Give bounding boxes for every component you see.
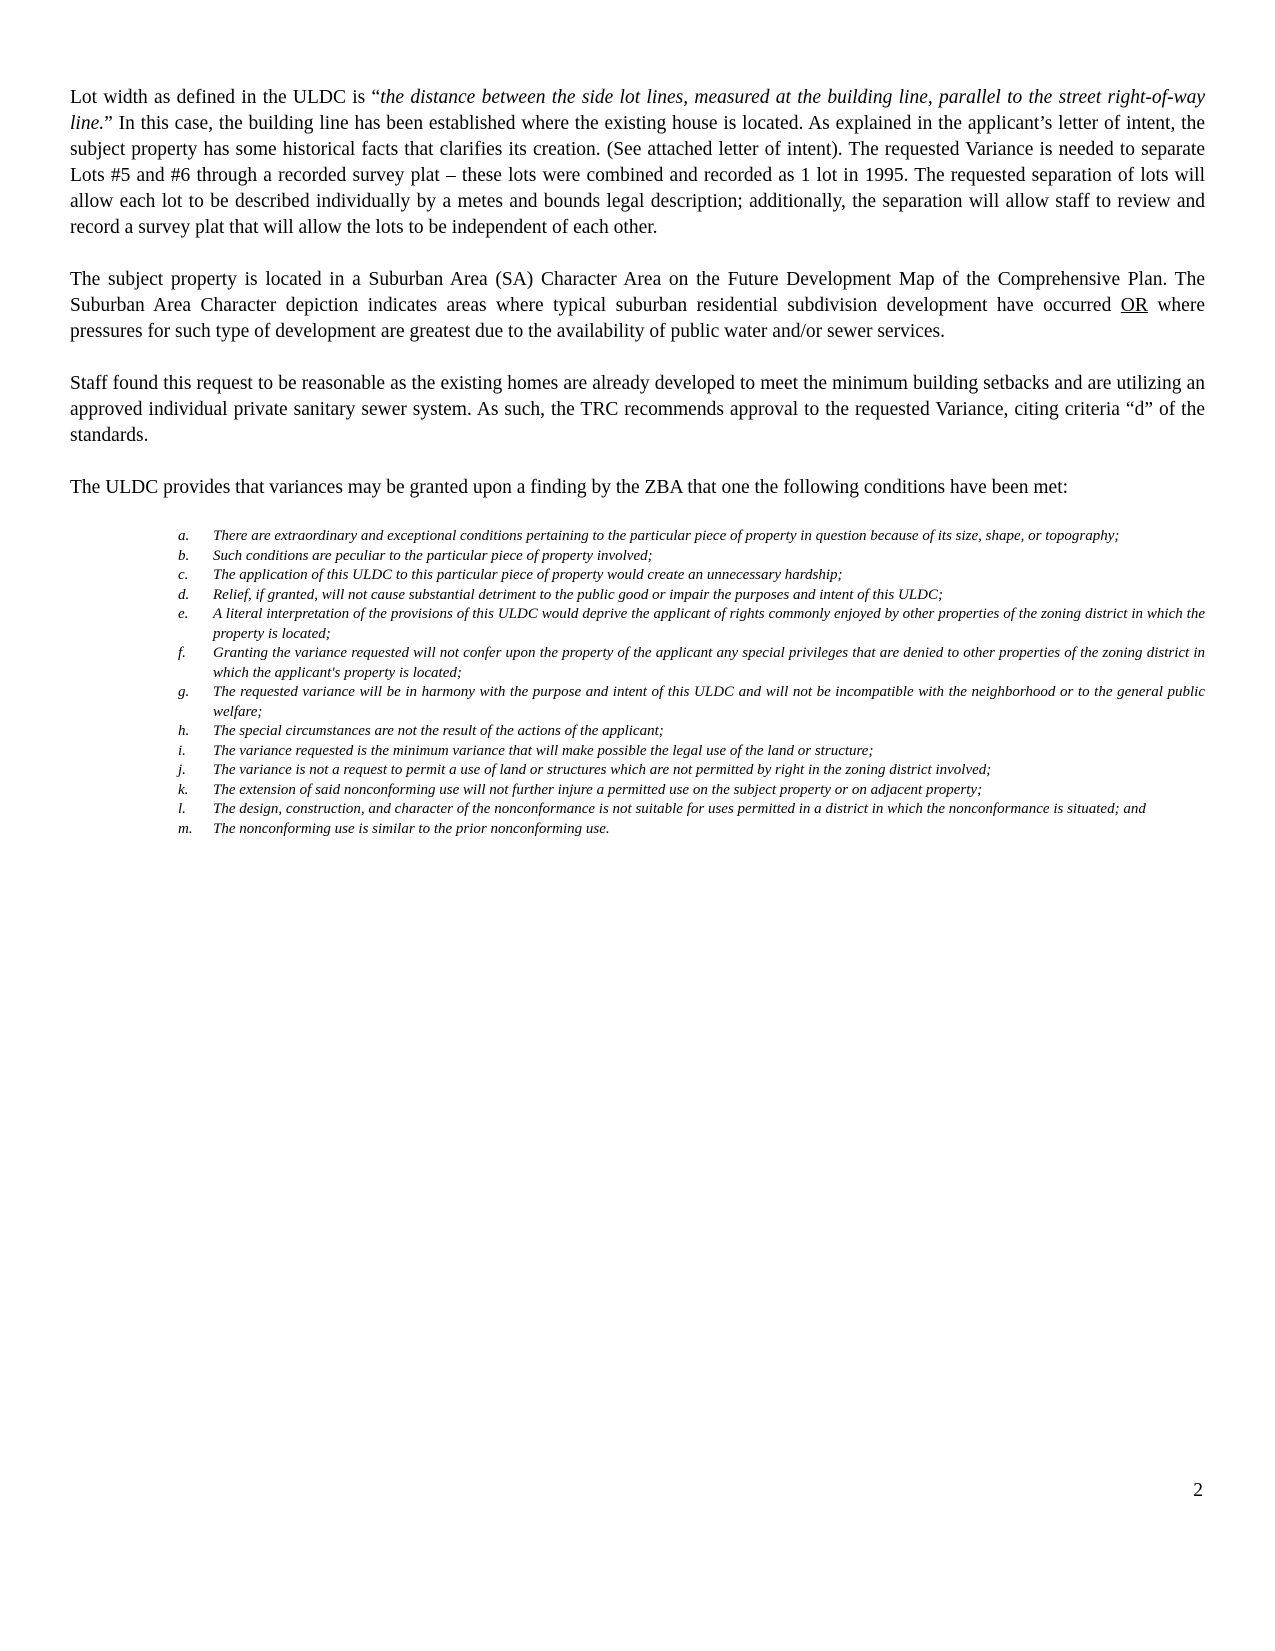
condition-label: a. bbox=[178, 528, 190, 544]
condition-label: b. bbox=[178, 547, 190, 564]
condition-item-j bbox=[178, 761, 1205, 781]
condition-label: i. bbox=[178, 742, 186, 759]
condition-label: e. bbox=[178, 606, 189, 622]
condition-label: m. bbox=[178, 820, 193, 837]
condition-text: The special circumstances are not the result of the actions of the applicant; bbox=[213, 723, 664, 739]
condition-text: The nonconforming use is similar to the prior nonconforming use. bbox=[213, 820, 610, 837]
condition-item-d bbox=[178, 586, 1205, 606]
paragraph-staff-recommendation: Staff found this request to be reasonable as the existing homes are already developed to meet the minimum building setbacks and are utilizing an approved individual private sanitary sewer system. As such, the TRC recommends approval to the requested Variance, citing criteria “d” of the standards. bbox=[70, 373, 1205, 446]
text-run: The subject property is located in a Suburban Area (SA) Character Area on the Future Development Map of the Comprehensive Plan. The Suburban Area Character depiction indicates areas where typical suburban residential subdivision development have occurred bbox=[70, 269, 1205, 316]
condition-text: The application of this ULDC to this particular piece of property would create an unnecessary hardship; bbox=[213, 567, 843, 583]
condition-text: Relief, if granted, will not cause substantial detriment to the public good or impair the purposes and intent of this ULDC; bbox=[213, 586, 943, 603]
condition-item-g bbox=[178, 683, 1205, 722]
paragraph-lot-width bbox=[70, 85, 1205, 241]
text-run: ” In this case, the building line has been established where the existing house is located. As explained in the applicant’s letter of intent, the subject property has some historical facts that clarifies its creation. (See attached letter of intent). The requested Variance is needed to separate Lots #5 and #6 through a recorded survey plat – these lots were combined and recorded as 1 lot in 1995. The requested separation of lots will allow each lot to be described individually by a metes and bounds legal description; additionally, the separation will allow staff to review and record a survey plat that will allow the lots to be independent of each other. bbox=[70, 113, 1205, 238]
text-run: where pressures for such type of development are greatest due to the availability of public water and/or sewer services. bbox=[70, 295, 1205, 342]
condition-item-a bbox=[178, 527, 1205, 547]
condition-item-h bbox=[178, 722, 1205, 742]
condition-text: The design, construction, and character of the nonconformance is not suitable for uses permitted in a district in which the nonconformance is situated; and bbox=[213, 801, 1146, 817]
condition-label: j. bbox=[178, 762, 186, 778]
condition-text: The variance requested is the minimum variance that will make possible the legal use of the land or structure; bbox=[213, 742, 874, 759]
underlined-or-text: OR bbox=[1120, 295, 1148, 316]
condition-label: l. bbox=[178, 801, 186, 817]
paragraph-character-area bbox=[70, 267, 1205, 345]
page-number: 2 bbox=[1193, 1480, 1203, 1501]
condition-item-f bbox=[178, 644, 1205, 683]
condition-text: The extension of said nonconforming use will not further injure a permitted use on the subject property or on adjacent property; bbox=[213, 781, 983, 798]
condition-text: Granting the variance requested will not confer upon the property of the applicant any special privileges that are denied to other properties of the zoning district in which the applicant's property is located; bbox=[213, 645, 1205, 681]
condition-item-e bbox=[178, 605, 1205, 644]
condition-label: g. bbox=[178, 684, 190, 700]
condition-item-b bbox=[178, 547, 1205, 567]
quoted-definition-text: the distance between the side lot lines, measured at the building line, parallel to the street right-of-way line. bbox=[70, 87, 1205, 134]
condition-text: Such conditions are peculiar to the particular piece of property involved; bbox=[213, 547, 653, 564]
paragraph-uldc-variances-intro: The ULDC provides that variances may be granted upon a finding by the ZBA that one the following conditions have been met: bbox=[70, 477, 1069, 498]
condition-text: The requested variance will be in harmony with the purpose and intent of this ULDC and will not be incompatible with the neighborhood or to the general public welfare; bbox=[213, 684, 1205, 720]
condition-label: c. bbox=[178, 567, 189, 583]
condition-label: k. bbox=[178, 781, 189, 798]
condition-item-k bbox=[178, 781, 1205, 801]
text-run: Lot width as defined in the ULDC is “ bbox=[70, 87, 381, 108]
condition-item-l bbox=[178, 800, 1205, 820]
condition-label: d. bbox=[178, 586, 190, 603]
condition-text: A literal interpretation of the provisions of this ULDC would deprive the applicant of rights commonly enjoyed by other properties of the zoning district in which the property is located; bbox=[213, 606, 1205, 642]
conditions-list bbox=[178, 527, 1205, 839]
condition-item-m bbox=[178, 820, 1205, 840]
condition-label: h. bbox=[178, 723, 190, 739]
condition-item-i bbox=[178, 742, 1205, 762]
condition-text: The variance is not a request to permit a use of land or structures which are not permitted by right in the zoning district involved; bbox=[213, 762, 992, 778]
condition-text: There are extraordinary and exceptional conditions pertaining to the particular piece of property in question because of its size, shape, or topography; bbox=[213, 528, 1120, 544]
condition-item-c bbox=[178, 566, 1205, 586]
condition-label: f. bbox=[178, 645, 186, 661]
